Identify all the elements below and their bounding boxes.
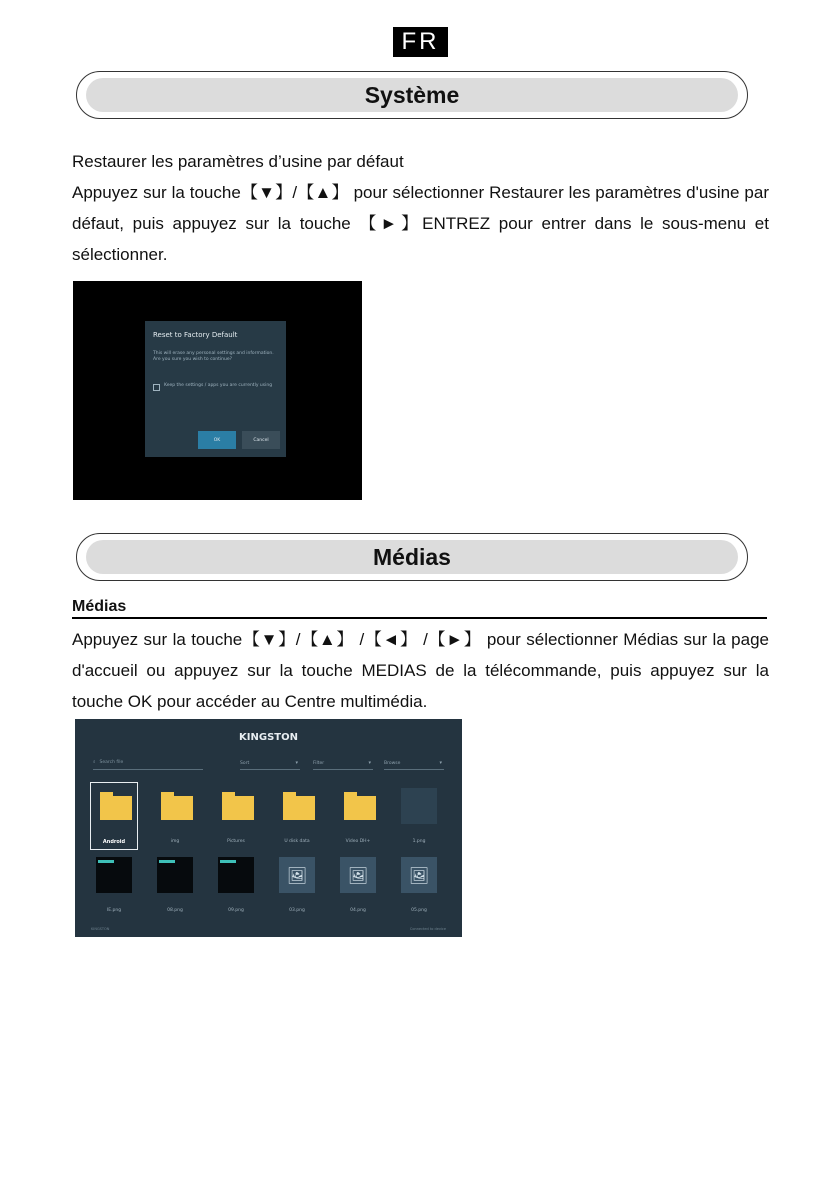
paragraph-body: Appuyez sur la touche【▼】/【▲】 pour sélectionner Restaurer les paramètres d'usine par défaut, puis appuyez sur la touche 【►】ENTREZ pour entrer dans le sous-menu et sélectionner. [72, 183, 769, 264]
browse-dropdown[interactable] [384, 757, 444, 770]
sort-label: Sort [240, 760, 250, 766]
filter-dropdown[interactable] [313, 757, 373, 770]
chevron-down-icon: ▾ [368, 760, 371, 766]
tile-label: 05.png [411, 908, 427, 913]
media-tile-image[interactable] [335, 852, 381, 918]
tile-label: Android [102, 839, 126, 845]
footer-right-text: Connected to device [409, 927, 446, 931]
sort-dropdown[interactable] [240, 757, 300, 770]
tile-thumb [218, 788, 254, 824]
media-tile-img[interactable] [152, 783, 198, 849]
folder-icon [161, 796, 193, 820]
image-icon: 🖼 [401, 857, 437, 893]
tile-label: IE.png [106, 908, 122, 913]
filter-label: Filter [313, 760, 325, 766]
checkbox-label: Keep the settings / apps you are currently using [164, 383, 273, 388]
file-icon [401, 788, 437, 824]
folder-icon [283, 796, 315, 820]
folder-icon [100, 796, 132, 820]
tile-label: Pictures [227, 839, 245, 844]
subheading-medias: Médias [72, 598, 767, 619]
tile-label: Video DH+ [345, 839, 371, 844]
media-tile-image[interactable] [396, 852, 442, 918]
dialog-title: Reset to Factory Default [153, 331, 238, 339]
image-icon: 🖼 [340, 857, 376, 893]
media-tile-android[interactable] [91, 783, 137, 849]
image-thumbnail [157, 857, 193, 893]
folder-icon [344, 796, 376, 820]
language-badge: FR [393, 27, 448, 57]
system-paragraph [72, 146, 769, 270]
tile-thumb [157, 788, 193, 824]
checkbox-box[interactable] [153, 384, 160, 391]
tile-label: img [170, 839, 180, 844]
media-tile-image[interactable] [274, 852, 320, 918]
tile-label: U disk data [284, 839, 310, 844]
tile-label: 03.png [289, 908, 305, 913]
keep-settings-checkbox[interactable] [153, 383, 275, 391]
media-tile-image[interactable] [213, 852, 259, 918]
factory-reset-screenshot [73, 281, 362, 500]
browse-label: Browse [384, 760, 401, 766]
dialog-message: This will erase any personal settings and information. Are you sure you wish to continue? [153, 351, 274, 362]
ok-button[interactable]: OK [198, 431, 236, 449]
tile-label: 04.png [350, 908, 366, 913]
section-title: Système [86, 78, 738, 112]
section-title: Médias [86, 540, 738, 574]
tile-thumb [96, 788, 132, 824]
media-tile-pictures[interactable] [213, 783, 259, 849]
folder-icon [222, 796, 254, 820]
paragraph-body: Appuyez sur la touche【▼】/【▲】 /【◄】 /【►】 pour sélectionner Médias sur la page d'accueil ou appuyez sur la touche MEDIAS de la télécommande, puis appuyez sur la touche OK pour accéder au Centre multimédia. [72, 630, 769, 711]
tile-thumb [340, 788, 376, 824]
cancel-button[interactable]: Cancel [242, 431, 280, 449]
media-center-screenshot [75, 719, 462, 937]
reset-dialog [145, 321, 286, 457]
media-center-title: KINGSTON [239, 732, 298, 743]
section-banner-medias [76, 533, 748, 581]
image-icon: 🖼 [279, 857, 315, 893]
medias-paragraph [72, 624, 769, 717]
search-placeholder: Search file [99, 759, 124, 765]
media-tile-file[interactable] [396, 783, 442, 849]
media-tile-video[interactable] [335, 783, 381, 849]
image-thumbnail [96, 857, 132, 893]
image-thumbnail [218, 857, 254, 893]
media-tile-image[interactable] [152, 852, 198, 918]
paragraph-heading: Restaurer les paramètres d’usine par défaut [72, 152, 404, 171]
tile-label: 09.png [228, 908, 244, 913]
tile-thumb [279, 788, 315, 824]
search-icon: ⌕ [93, 760, 96, 765]
section-banner-systeme [76, 71, 748, 119]
tile-label: 1.png [412, 839, 426, 844]
tile-label: 08.png [167, 908, 183, 913]
media-tile-image[interactable] [91, 852, 137, 918]
media-tile-udisk[interactable] [274, 783, 320, 849]
chevron-down-icon: ▾ [295, 760, 298, 766]
search-input[interactable] [93, 755, 203, 770]
footer-left-text: KINGSTON [91, 927, 110, 931]
chevron-down-icon: ▾ [439, 760, 442, 766]
